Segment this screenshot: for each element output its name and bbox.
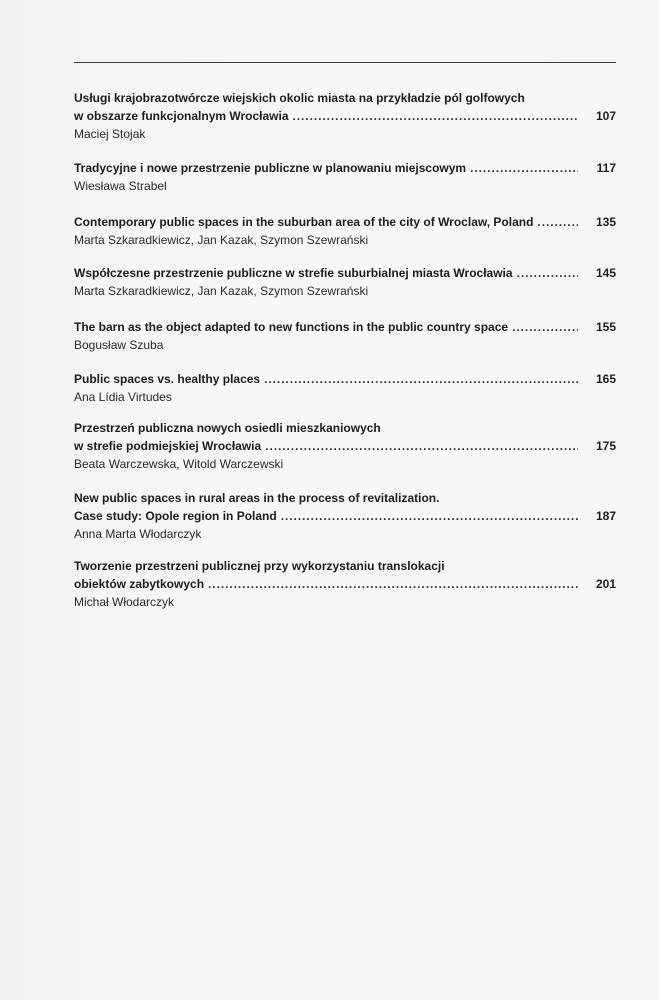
toc-entry: [74, 213, 616, 249]
toc-title-line: [74, 318, 616, 336]
dot-leader: [470, 159, 578, 177]
dot-leader: [265, 437, 578, 455]
toc-title-line: [74, 489, 616, 507]
toc-entry: [74, 318, 616, 354]
toc-author: Bogusław Szuba: [74, 338, 164, 352]
toc-author: Michał Włodarczyk: [74, 595, 175, 609]
toc-title: The barn as the object adapted to new functions in the public country space: [74, 320, 509, 334]
toc-page-number: 165: [595, 372, 616, 386]
toc-title-line: [74, 557, 616, 575]
toc-author: Marta Szkaradkiewicz, Jan Kazak, Szymon Szewrański: [74, 233, 369, 247]
dot-leader: [281, 507, 578, 525]
toc-title: w obszarze funkcjonalnym Wrocławia: [74, 109, 289, 123]
toc-title-line: [74, 437, 616, 455]
toc-author: Marta Szkaradkiewicz, Jan Kazak, Szymon Szewrański: [74, 284, 369, 298]
toc-title: obiektów zabytkowych: [74, 577, 205, 591]
toc-author: Wiesława Strabel: [74, 179, 167, 193]
toc-title: Case study: Opole region in Poland: [74, 509, 277, 523]
dot-leader: [293, 107, 579, 125]
toc-title: Usługi krajobrazotwórcze wiejskich okolic miasta na przykładzie pól golfowych: [74, 91, 525, 105]
toc-title: w strefie podmiejskiej Wrocławia: [74, 439, 262, 453]
dot-leader: [208, 575, 578, 593]
header-rule: [74, 62, 616, 63]
toc-author: Beata Warczewska, Witold Warczewski: [74, 457, 284, 471]
toc-page-number: 175: [595, 439, 616, 453]
toc-entry: [74, 159, 616, 195]
toc-title: Contemporary public spaces in the suburban area of the city of Wroclaw, Poland: [74, 215, 534, 229]
toc-page-number: 135: [595, 215, 616, 229]
toc-entry: [74, 264, 616, 300]
toc-page-number: 201: [595, 577, 616, 591]
toc-author: Maciej Stojak: [74, 127, 146, 141]
toc-page-number: 155: [595, 320, 616, 334]
toc-author: Anna Marta Włodarczyk: [74, 527, 202, 541]
toc-page-number: 117: [596, 161, 616, 175]
toc-title-line: [74, 89, 616, 107]
toc-title-line: [74, 370, 616, 388]
toc-title: Tworzenie przestrzeni publicznej przy wykorzystaniu translokacji: [74, 559, 445, 573]
toc-title-line: [74, 419, 616, 437]
dot-leader: [517, 264, 578, 282]
toc-title: Public spaces vs. healthy places: [74, 372, 261, 386]
toc-entry: [74, 370, 616, 406]
toc-title-line: [74, 159, 616, 177]
toc-title: Tradycyjne i nowe przestrzenie publiczne w planowaniu miejscowym: [74, 161, 467, 175]
toc-title: Współczesne przestrzenie publiczne w strefie suburbialnej miasta Wrocławia: [74, 266, 513, 280]
toc-title: Przestrzeń publiczna nowych osiedli mieszkaniowych: [74, 421, 381, 435]
toc-title-line: [74, 575, 616, 593]
dot-leader: [537, 213, 578, 231]
toc-entry: [74, 89, 616, 143]
toc-entry: [74, 419, 616, 473]
dot-leader: [264, 370, 578, 388]
toc-title-line: [74, 507, 616, 525]
toc-title-line: [74, 107, 616, 125]
toc-page-number: 145: [595, 266, 616, 280]
toc-title-line: [74, 213, 616, 231]
toc-page-number: 187: [595, 509, 616, 523]
toc-entry: [74, 557, 616, 611]
toc-page-number: 107: [595, 109, 616, 123]
toc-title-line: [74, 264, 616, 282]
toc-title: New public spaces in rural areas in the process of revitalization.: [74, 491, 440, 505]
toc-author: Ana Lídia Virtudes: [74, 390, 172, 404]
toc-entry: [74, 489, 616, 543]
dot-leader: [512, 318, 578, 336]
